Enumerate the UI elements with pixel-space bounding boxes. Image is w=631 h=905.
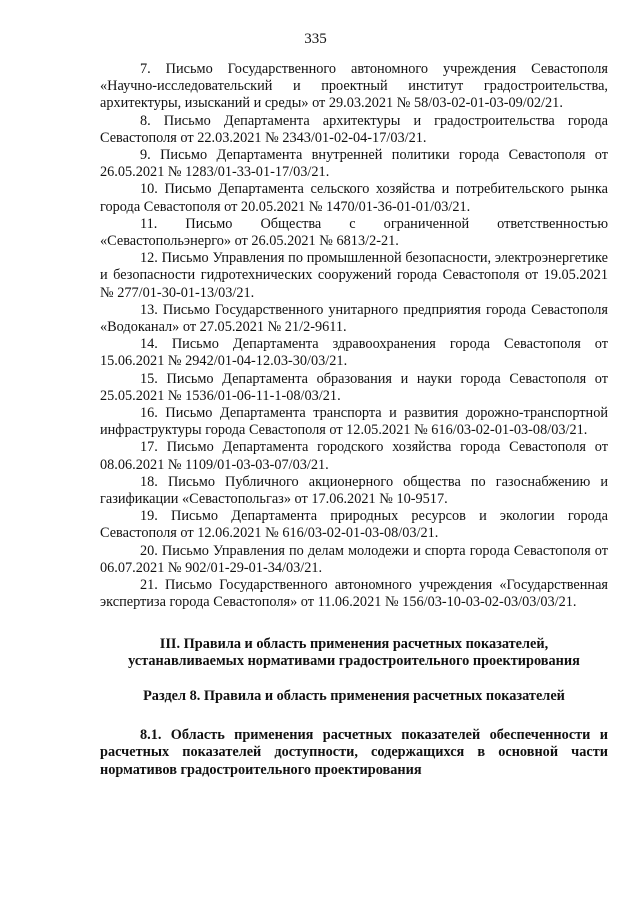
list-item: 9. Письмо Департамента внутренней политики города Севастополя от 26.05.2021 № 1283/01-33-01-17/03/21. (100, 147, 608, 181)
clause-title: 8.1. Область применения расчетных показателей обеспеченности и расчетных показателей доступности, содержащихся в основной части нормативов градостроительного проектирования (100, 727, 608, 778)
page-number: 335 (304, 31, 327, 47)
document-body (100, 61, 608, 793)
list-item: 14. Письмо Департамента здравоохранения города Севастополя от 15.06.2021 № 2942/01-04-12.03-30/03/21. (100, 336, 608, 370)
list-item: 21. Письмо Государственного автономного учреждения «Государственная экспертиза города Севастополя» от 11.06.2021 № 156/03-10-03-02-03/03/03/21. (100, 577, 608, 611)
list-item: 7. Письмо Государственного автономного учреждения Севастополя «Научно-исследовательский и проектный институт градостроительства, архитектуры, изысканий и среды» от 29.03.2021 № 58/03-02-01-03-09/02/21. (100, 61, 608, 112)
list-item: 19. Письмо Департамента природных ресурсов и экологии города Севастополя от 12.06.2021 № 616/03-02-01-03-08/03/21. (100, 508, 608, 542)
list-item: 8. Письмо Департамента архитектуры и градостроительства города Севастополя от 22.03.2021 № 2343/01-02-04-17/03/21. (100, 112, 608, 146)
section-title-line: III. Правила и область применения расчетных показателей, (159, 635, 549, 652)
list-item: 16. Письмо Департамента транспорта и развития дорожно-транспортной инфраструктуры города Севастополя от 12.05.2021 № 616/03-02-01-03-08/03/21. (100, 405, 608, 439)
subsection-title: Раздел 8. Правила и область применения расчетных показателей (143, 687, 565, 704)
list-item: 10. Письмо Департамента сельского хозяйства и потребительского рынка города Севастополя от 20.05.2021 № 1470/01-36-01-01/03/21. (100, 181, 608, 215)
list-item: 18. Письмо Публичного акционерного общества по газоснабжению и газификации «Севастопольгаз» от 17.06.2021 № 10-9517. (100, 473, 608, 508)
list-item: 15. Письмо Департамента образования и науки города Севастополя от 25.05.2021 № 1536/01-06-11-1-08/03/21. (100, 370, 608, 404)
list-item: 20. Письмо Управления по делам молодежи и спорта города Севастополя от 06.07.2021 № 902/01-29-01-34/03/21. (100, 542, 608, 576)
section-title-line: устанавливаемых нормативами градостроительного проектирования (128, 652, 580, 669)
list-item: 12. Письмо Управления по промышленной безопасности, электроэнергетике и безопасности гидротехнических сооружений города Севастополя от 19.05.2021 № 277/01-30-01-13/03/21. (100, 250, 608, 301)
list-item: 11. Письмо Общества с ограниченной ответственностью «Севастопольэнерго» от 26.05.2021 № 6813/2-21. (100, 215, 608, 250)
list-item: 17. Письмо Департамента городского хозяйства города Севастополя от 08.06.2021 № 1109/01-03-03-07/03/21. (100, 439, 608, 473)
section-title (100, 636, 608, 670)
list-item: 13. Письмо Государственного унитарного предприятия города Севастополя «Водоканал» от 27.05.2021 № 21/2-9611. (100, 301, 608, 336)
